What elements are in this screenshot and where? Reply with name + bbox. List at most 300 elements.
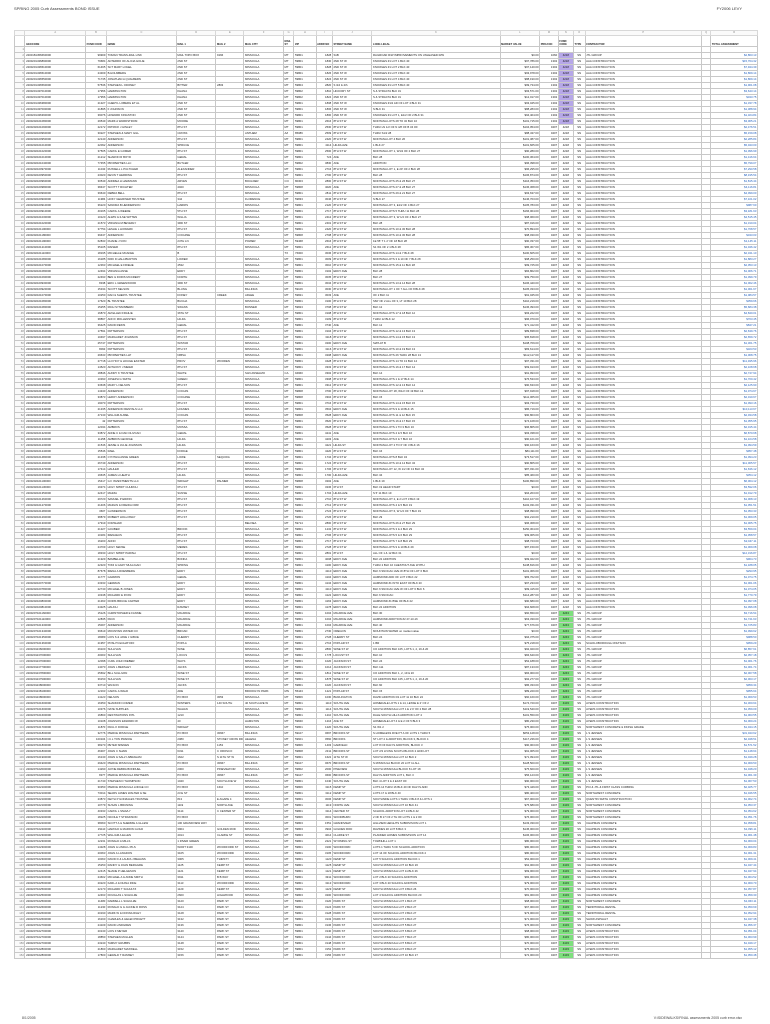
- mail-state-cell: MT: [283, 779, 293, 785]
- row-number[interactable]: 25: [15, 191, 25, 197]
- mail-city-cell: MISSOULA: [244, 569, 284, 575]
- row-number[interactable]: 117: [15, 743, 25, 749]
- row-number[interactable]: 72: [15, 473, 25, 479]
- row-number[interactable]: 48: [15, 329, 25, 335]
- market-value-cell: $111,065.00: [500, 395, 540, 401]
- address-number-cell: 2726: [316, 515, 332, 521]
- total-assessment-cell: $1,063.55: [711, 713, 758, 719]
- mail-address-2-cell: PARK ST: [216, 947, 244, 953]
- row-number[interactable]: 123: [15, 779, 25, 785]
- row-number[interactable]: 36: [15, 257, 25, 263]
- row-number[interactable]: 127: [15, 803, 25, 809]
- row-number[interactable]: 80: [15, 521, 25, 527]
- row-number[interactable]: 24: [15, 185, 25, 191]
- row-number[interactable]: 101: [15, 647, 25, 653]
- column-letter[interactable]: F: [244, 31, 284, 36]
- market-value-cell: $76,000.00: [500, 815, 540, 821]
- mail-city-cell: BOULDER: [244, 179, 284, 185]
- mail-city-cell: MISSOULA: [244, 185, 284, 191]
- row-number[interactable]: 95: [15, 611, 25, 617]
- long-legal-cell: HOMEDALE LOT 4 & E 2 OF 5 BLK 3: [372, 719, 500, 725]
- street-name-cell: WOODFORD: [332, 845, 372, 851]
- row-number[interactable]: 130: [15, 821, 25, 827]
- row-number[interactable]: 14: [15, 125, 25, 131]
- row-number[interactable]: 97: [15, 623, 25, 629]
- fund-id-cell: 99909: [86, 53, 107, 59]
- fund-code-cell: 4218: [558, 269, 573, 275]
- row-number[interactable]: 137: [15, 863, 25, 869]
- row-number[interactable]: 115: [15, 731, 25, 737]
- mail-address-1-cell: 8TH ST: [176, 533, 216, 539]
- row-number[interactable]: 89: [15, 575, 25, 581]
- row-number[interactable]: 1: [15, 47, 25, 53]
- long-legal-cell: MONTANA LOTS 14 TO 13 BLK 14: [372, 359, 500, 365]
- mail-address-1-cell: 2ND ST: [176, 113, 216, 119]
- row-number[interactable]: 126: [15, 797, 25, 803]
- row-number[interactable]: 55: [15, 371, 25, 377]
- column-letter[interactable]: O: [573, 31, 585, 36]
- row-number[interactable]: 99: [15, 635, 25, 641]
- fund-code-cell: 4103: [558, 761, 573, 767]
- row-number[interactable]: 51: [15, 347, 25, 353]
- long-legal-cell: BLK 4 LOT 3 & 4 EAST OF: [372, 779, 500, 785]
- row-number[interactable]: 49: [15, 335, 25, 341]
- row-number[interactable]: 42: [15, 293, 25, 299]
- row-number[interactable]: 77: [15, 503, 25, 509]
- row-number[interactable]: 133: [15, 839, 25, 845]
- fund-id-cell: 22172: [86, 125, 107, 131]
- long-legal-cell: LOTS 17 & 18 BLK 40: [372, 791, 500, 797]
- market-value-cell: $84,111.00: [500, 449, 540, 455]
- row-number[interactable]: 105: [15, 671, 25, 677]
- project-number-cell: 0407: [540, 881, 559, 887]
- type-cell: SN: [573, 635, 585, 641]
- row-number[interactable]: 140: [15, 881, 25, 887]
- project-number-cell: 0407: [540, 461, 559, 467]
- row-number[interactable]: 59: [15, 395, 25, 401]
- row-number[interactable]: 62: [15, 413, 25, 419]
- row-number[interactable]: 31: [15, 227, 25, 233]
- row-number[interactable]: 47: [15, 323, 25, 329]
- owner-name-cell: DAVID REINS: [106, 323, 176, 329]
- market-value-cell: $12,017.00: [500, 95, 540, 101]
- fund-code-cell: 4218: [558, 551, 573, 557]
- row-number[interactable]: 30: [15, 221, 25, 227]
- row-number[interactable]: 43: [15, 299, 25, 305]
- type-cell: SN: [573, 623, 585, 629]
- row-number[interactable]: 19: [15, 155, 25, 161]
- fund-code-cell: 4218: [558, 101, 573, 107]
- row-number[interactable]: 40: [15, 281, 25, 287]
- row-number[interactable]: 23: [15, 179, 25, 185]
- mail-address-1-cell: EDDY: [176, 599, 216, 605]
- address-number-cell: 4203: [316, 437, 332, 443]
- owner-name-cell: RANDY & JOAN BERGGRE: [106, 863, 176, 869]
- row-number[interactable]: 10: [15, 101, 25, 107]
- row-number[interactable]: 119: [15, 755, 25, 761]
- total-assessment-cell: $987.60: [711, 203, 758, 209]
- row-number[interactable]: 38: [15, 269, 25, 275]
- mail-address-1-cell: GREEN: [176, 377, 216, 383]
- address-number-cell: 2716: [316, 167, 332, 173]
- mail-address-1-cell: MAURICE: [176, 611, 216, 617]
- row-number[interactable]: 20: [15, 161, 25, 167]
- row-number[interactable]: 150: [15, 941, 25, 947]
- owner-name-cell: RAISER: [106, 245, 176, 251]
- column-letter[interactable]: C: [106, 31, 176, 36]
- total-assessment-cell: $7,944.39: [711, 65, 758, 71]
- row-number[interactable]: 39: [15, 275, 25, 281]
- zip-cell: 59801: [294, 605, 316, 611]
- row-number[interactable]: 129: [15, 815, 25, 821]
- row-number[interactable]: 67: [15, 443, 25, 449]
- fund-code-cell: 4218: [558, 407, 573, 413]
- mail-state-cell: MT: [283, 401, 293, 407]
- fund-code-cell: 4103: [558, 929, 573, 935]
- long-legal-cell: RAVINES #2 LOT 8 BLK 3: [372, 827, 500, 833]
- mail-city-cell: MISSOULA: [244, 143, 284, 149]
- zip-cell: 59601: [294, 737, 316, 743]
- row-number[interactable]: 28: [15, 209, 25, 215]
- contractor-cell: CHAPMAN CONCRETE: [585, 881, 701, 887]
- type-cell: SN: [573, 413, 585, 419]
- mail-address-2-cell: KEMP ST: [216, 887, 244, 893]
- column-letter[interactable]: N: [558, 31, 573, 36]
- mail-state-cell: MT: [283, 383, 293, 389]
- owner-name-cell: PIERCE MISSOULA PARTNERS: [106, 761, 176, 767]
- row-number[interactable]: 107: [15, 683, 25, 689]
- project-number-cell: 0407: [540, 953, 559, 959]
- mail-state-cell: MT: [283, 485, 293, 491]
- geocode-cell: 2200202101350000: [25, 401, 86, 407]
- row-number[interactable]: 61: [15, 407, 25, 413]
- project-number-cell: 0407: [540, 257, 559, 263]
- market-value-cell: $93,338.00: [500, 431, 540, 437]
- row-number[interactable]: 12: [15, 113, 25, 119]
- column-letter[interactable]: G: [283, 31, 293, 36]
- owner-name-cell: HOLY SENSE: [106, 545, 176, 551]
- mail-city-cell: MISSOULA: [244, 275, 284, 281]
- row-number[interactable]: 78: [15, 509, 25, 515]
- row-number[interactable]: 98: [15, 629, 25, 635]
- column-letter[interactable]: M: [540, 31, 559, 36]
- geocode-cell: 2200202101190000: [25, 239, 86, 245]
- row-number[interactable]: 141: [15, 887, 25, 893]
- row-number[interactable]: 21: [15, 167, 25, 173]
- fund-id-cell: 22092: [86, 143, 107, 149]
- row-number[interactable]: 3: [15, 59, 25, 65]
- row-number[interactable]: 131: [15, 827, 25, 833]
- market-value-cell: $63,330.00: [500, 617, 540, 623]
- owner-name-cell: F JOHNSON: [106, 107, 176, 113]
- row-number[interactable]: 54: [15, 365, 25, 371]
- row-number[interactable]: 135: [15, 851, 25, 857]
- fund-id-cell: 22170: [86, 887, 107, 893]
- row-number[interactable]: 114: [15, 725, 25, 731]
- row-number[interactable]: 144: [15, 905, 25, 911]
- row-number[interactable]: 82: [15, 533, 25, 539]
- market-value-cell: $83,614.00: [500, 347, 540, 353]
- row-number[interactable]: 18: [15, 149, 25, 155]
- fund-code-cell: 4218: [558, 527, 573, 533]
- row-number[interactable]: 136: [15, 857, 25, 863]
- row-number[interactable]: 145: [15, 911, 25, 917]
- column-letter[interactable]: H: [294, 31, 316, 36]
- row-number[interactable]: 16: [15, 137, 25, 143]
- fund-id-cell: 21740: [86, 779, 107, 785]
- mail-city-cell: 46 SOUTH AVE W: [244, 701, 284, 707]
- geocode-cell: 2200202101100000: [25, 479, 86, 485]
- row-number[interactable]: 65: [15, 431, 25, 437]
- row-number[interactable]: 73: [15, 479, 25, 485]
- mail-address-1-cell: WINE: [176, 647, 216, 653]
- row-number[interactable]: 91: [15, 587, 25, 593]
- row-number[interactable]: 15: [15, 131, 25, 137]
- mail-state-cell: MT: [283, 905, 293, 911]
- row-number[interactable]: 124: [15, 785, 25, 791]
- type-cell: SN: [573, 551, 585, 557]
- address-number-cell: 4014: [316, 833, 332, 839]
- row-number[interactable]: 122: [15, 773, 25, 779]
- row-number[interactable]: 53: [15, 359, 25, 365]
- row-number[interactable]: 63: [15, 419, 25, 425]
- row-number[interactable]: 71: [15, 467, 25, 473]
- street-name-cell: 8TH ST W: [332, 131, 372, 137]
- total-assessment-cell: $1,050.48: [711, 953, 758, 959]
- row-number[interactable]: 86: [15, 557, 25, 563]
- row-number[interactable]: 109: [15, 695, 25, 701]
- mail-city-cell: MISSOULA: [244, 605, 284, 611]
- row-number[interactable]: 76: [15, 497, 25, 503]
- mail-state-cell: MT: [283, 773, 293, 779]
- row-number[interactable]: 75: [15, 491, 25, 497]
- row-number[interactable]: 152: [15, 953, 25, 959]
- row-number[interactable]: 125: [15, 791, 25, 797]
- column-letter[interactable]: Q: [701, 31, 710, 36]
- column-letter[interactable]: R: [711, 31, 758, 36]
- row-number[interactable]: 32: [15, 233, 25, 239]
- row-number[interactable]: 146: [15, 917, 25, 923]
- contractor-cell: AAA CONSTRUCTION: [585, 353, 701, 359]
- column-letter[interactable]: B: [86, 31, 107, 36]
- long-legal-cell: MONTANA LOTS 3 & 10 OF 7 BLK 28: [372, 257, 500, 263]
- row-number[interactable]: 94: [15, 605, 25, 611]
- row-number[interactable]: 79: [15, 515, 25, 521]
- table-row[interactable]: [15, 953, 758, 959]
- mail-city-cell: MISSOULA: [244, 767, 284, 773]
- row-number[interactable]: 88: [15, 569, 25, 575]
- row-number[interactable]: 66: [15, 437, 25, 443]
- row-number[interactable]: 143: [15, 899, 25, 905]
- zip-cell: 59801: [294, 263, 316, 269]
- row-number[interactable]: 118: [15, 749, 25, 755]
- row-number[interactable]: 121: [15, 767, 25, 773]
- mail-address-1-cell: LOWE: [176, 455, 216, 461]
- row-number[interactable]: 13: [15, 119, 25, 125]
- row-number[interactable]: 148: [15, 929, 25, 935]
- row-number[interactable]: 142: [15, 893, 25, 899]
- geocode-cell: 2200207102400000: [25, 863, 86, 869]
- long-legal-cell: LOT 4 SCHOOL ADDITION BLOCK 20: [372, 893, 500, 899]
- row-number[interactable]: 2: [15, 53, 25, 59]
- row-number[interactable]: 81: [15, 527, 25, 533]
- owner-name-cell: PIERCE MISSOULA PARTNERS: [106, 773, 176, 779]
- project-number-cell: 0407: [540, 215, 559, 221]
- column-letter[interactable]: K: [372, 31, 500, 36]
- row-number[interactable]: 96: [15, 617, 25, 623]
- row-number[interactable]: 84: [15, 545, 25, 551]
- row-number[interactable]: 44: [15, 305, 25, 311]
- row-number[interactable]: 134: [15, 845, 25, 851]
- row-number[interactable]: 151: [15, 947, 25, 953]
- row-number[interactable]: 45: [15, 311, 25, 317]
- row-number[interactable]: 104: [15, 665, 25, 671]
- row-number[interactable]: 83: [15, 539, 25, 545]
- fund-id-cell: 17620: [86, 299, 107, 305]
- row-number[interactable]: 102: [15, 653, 25, 659]
- row-number[interactable]: 50: [15, 341, 25, 347]
- project-number-cell: 0407: [540, 539, 559, 545]
- row-number[interactable]: 6: [15, 77, 25, 83]
- fund-code-cell: 4218: [558, 329, 573, 335]
- row-number[interactable]: 108: [15, 689, 25, 695]
- fund-code-cell: 4218: [558, 443, 573, 449]
- row-number[interactable]: 110: [15, 701, 25, 707]
- long-legal-cell: HAMMOND ADDITION #2 27-13-16: [372, 617, 500, 623]
- row-number[interactable]: 52: [15, 353, 25, 359]
- row-number[interactable]: 113: [15, 719, 25, 725]
- row-number[interactable]: 34: [15, 245, 25, 251]
- street-name-cell: 8TH ST W: [332, 395, 372, 401]
- row-number[interactable]: 112: [15, 713, 25, 719]
- row-number[interactable]: 5: [15, 71, 25, 77]
- column-letter[interactable]: A: [25, 31, 86, 36]
- row-number[interactable]: 9: [15, 95, 25, 101]
- total-assessment-cell: $1,062.74: [711, 797, 758, 803]
- fund-id-cell: 18850: [86, 935, 107, 941]
- row-number[interactable]: 69: [15, 455, 25, 461]
- row-number[interactable]: 60: [15, 401, 25, 407]
- mail-state-cell: MT: [283, 377, 293, 383]
- type-cell: SN: [573, 611, 585, 617]
- fund-id-cell: 20130: [86, 929, 107, 935]
- column-letter[interactable]: L: [500, 31, 540, 36]
- market-value-cell: $87,031.00: [500, 467, 540, 473]
- row-number[interactable]: 41: [15, 287, 25, 293]
- mail-state-cell: MT: [283, 755, 293, 761]
- column-letter[interactable]: P: [585, 31, 701, 36]
- market-value-cell: $90,000.00: [500, 779, 540, 785]
- project-number-cell: 0407: [540, 917, 559, 923]
- row-number[interactable]: 106: [15, 677, 25, 683]
- row-number[interactable]: 29: [15, 215, 25, 221]
- row-number[interactable]: 90: [15, 581, 25, 587]
- contractor-cell: CHAPMAN CONCRETE: [585, 833, 701, 839]
- mail-state-cell: MT: [283, 557, 293, 563]
- row-number[interactable]: 68: [15, 449, 25, 455]
- row-number[interactable]: 74: [15, 485, 25, 491]
- row-number[interactable]: 116: [15, 737, 25, 743]
- row-number[interactable]: 17: [15, 143, 25, 149]
- row-number[interactable]: 132: [15, 833, 25, 839]
- row-number[interactable]: 8: [15, 89, 25, 95]
- row-number[interactable]: 139: [15, 875, 25, 881]
- contractor-cell: AAA CONSTRUCTION: [585, 389, 701, 395]
- row-number[interactable]: 33: [15, 239, 25, 245]
- row-number[interactable]: 56: [15, 377, 25, 383]
- row-number[interactable]: 37: [15, 263, 25, 269]
- row-number[interactable]: 147: [15, 923, 25, 929]
- row-number[interactable]: 27: [15, 203, 25, 209]
- street-name-cell: AVE: [332, 437, 372, 443]
- row-number[interactable]: 93: [15, 599, 25, 605]
- fund-id-cell: 14328: [86, 845, 107, 851]
- market-value-cell: $88,437.00: [500, 131, 540, 137]
- geocode-cell: 2200207101800000: [25, 731, 86, 737]
- row-number[interactable]: 92: [15, 593, 25, 599]
- row-number[interactable]: 46: [15, 317, 25, 323]
- owner-name-cell: MARLIN & FREIDA ORR: [106, 503, 176, 509]
- total-assessment-cell: $1,001.74: [711, 665, 758, 671]
- row-number[interactable]: 70: [15, 461, 25, 467]
- row-number[interactable]: 7: [15, 83, 25, 89]
- row-number[interactable]: 100: [15, 641, 25, 647]
- row-number[interactable]: 11: [15, 107, 25, 113]
- fund-code-cell: 4218: [558, 281, 573, 287]
- row-number[interactable]: 138: [15, 869, 25, 875]
- street-name-cell: AVE: [332, 185, 372, 191]
- project-number-cell: 0407: [540, 287, 559, 293]
- total-assessment-cell: $11,065.57: [711, 461, 758, 467]
- mail-state-cell: MT: [283, 281, 293, 287]
- project-number-cell: 0407: [540, 833, 559, 839]
- row-number[interactable]: 128: [15, 809, 25, 815]
- row-number[interactable]: 120: [15, 761, 25, 767]
- row-number[interactable]: 35: [15, 251, 25, 257]
- zip-cell: 59801: [294, 563, 316, 569]
- row-number[interactable]: 22: [15, 173, 25, 179]
- row-number[interactable]: 4: [15, 65, 25, 71]
- mail-state-cell: MT: [283, 545, 293, 551]
- row-number[interactable]: 103: [15, 659, 25, 665]
- column-letter[interactable]: D: [176, 31, 216, 36]
- row-number[interactable]: 85: [15, 551, 25, 557]
- address-number-cell: 2509: [316, 131, 332, 137]
- row-number[interactable]: 26: [15, 197, 25, 203]
- mail-state-cell: MT: [283, 95, 293, 101]
- total-assessment-cell: $1,060.24: [711, 719, 758, 725]
- project-number-cell: 0407: [540, 191, 559, 197]
- long-legal-cell: 1 BR: [372, 641, 500, 647]
- column-header: MAIL 1: [176, 36, 216, 47]
- project-number-cell: 0407: [540, 629, 559, 635]
- project-number-cell: 0407: [540, 605, 559, 611]
- owner-name-cell: PATTERSON: [106, 341, 176, 347]
- row-number[interactable]: 64: [15, 425, 25, 431]
- street-name-cell: 8TH ST W: [332, 227, 372, 233]
- type-cell: SN: [573, 617, 585, 623]
- row-number[interactable]: 87: [15, 563, 25, 569]
- column-letter[interactable]: J: [332, 31, 372, 36]
- row-number[interactable]: 57: [15, 383, 25, 389]
- row-number[interactable]: 111: [15, 707, 25, 713]
- mail-city-cell: MISSOULA: [244, 419, 284, 425]
- column-letter[interactable]: I: [316, 31, 332, 36]
- row-number[interactable]: 58: [15, 389, 25, 395]
- row-number[interactable]: 149: [15, 935, 25, 941]
- long-legal-cell: DAVID ADDITION #1 LOT 11 16 BLK 24: [372, 695, 500, 701]
- column-letter[interactable]: E: [216, 31, 244, 36]
